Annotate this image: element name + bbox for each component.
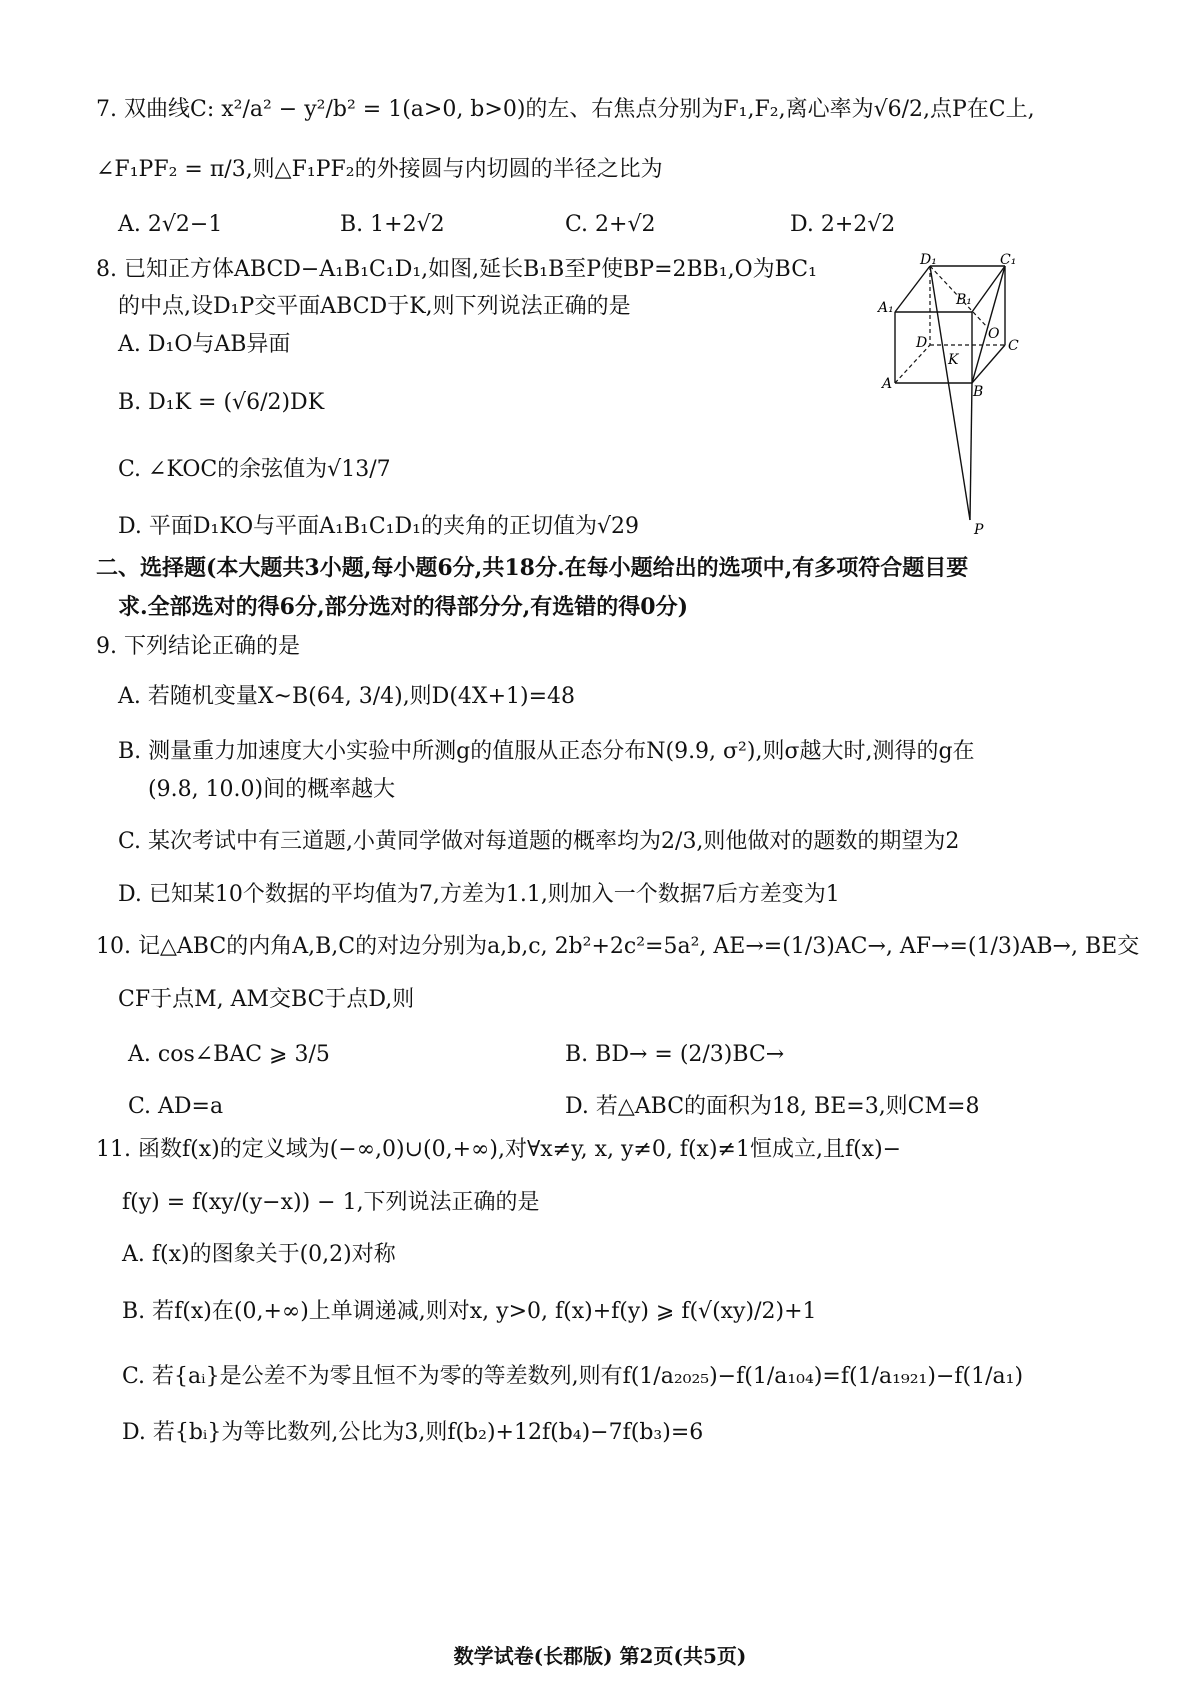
q11-stem-line1: 11. 函数f(x)的定义域为(−∞,0)∪(0,+∞),对∀x≠y, x, y≠0, f(x)≠1恒成立,且f(x)− xyxy=(96,1137,902,1162)
q11-option-a: A. f(x)的图象关于(0,2)对称 xyxy=(122,1242,396,1267)
q9-option-d: D. 已知某10个数据的平均值为7,方差为1.1,则加入一个数据7后方差变为1 xyxy=(118,882,840,907)
q9-option-b-continued: (9.8, 10.0)间的概率越大 xyxy=(148,777,396,802)
q7-stem-line1: 7. 双曲线C: x²/a² − y²/b² = 1(a>0, b>0)的左、右焦点分别为F₁,F₂,离心率为√6/2,点P在C上, xyxy=(96,97,1035,122)
q7-option-c: C. 2+√2 xyxy=(565,212,656,237)
q9-option-b: B. 测量重力加速度大小实验中所测g的值服从正态分布N(9.9, σ²),则σ越大时,测得的g在 xyxy=(118,739,975,764)
q11-option-c: C. 若{aᵢ}是公差不为零且恒不为零的等差数列,则有f(1/a₂₀₂₅)−f(1/a₁₀₄)=f(1/a₁₉₂₁)−f(1/a₁) xyxy=(122,1364,1024,1389)
q10-option-c: C. AD=a xyxy=(128,1094,224,1119)
q8-stem-line1: 8. 已知正方体ABCD−A₁B₁C₁D₁,如图,延长B₁B至P使BP=2BB₁,O为BC₁ xyxy=(96,257,817,282)
q10-option-a: A. cos∠BAC ⩾ 3/5 xyxy=(128,1042,330,1067)
fig-label-a: A xyxy=(882,376,893,392)
q9-stem: 9. 下列结论正确的是 xyxy=(96,634,300,659)
q7-stem-line2: ∠F₁PF₂ = π/3,则△F₁PF₂的外接圆与内切圆的半径之比为 xyxy=(96,157,663,182)
q11-option-b: B. 若f(x)在(0,+∞)上单调递减,则对x, y>0, f(x)+f(y) ⩾ f(√(xy)/2)+1 xyxy=(122,1299,817,1324)
page-footer: 数学试卷(长郡版) 第2页(共5页) xyxy=(453,1644,747,1668)
fig-label-p: P xyxy=(974,522,984,538)
fig-label-d1: D₁ xyxy=(920,252,937,268)
q11-option-d: D. 若{bᵢ}为等比数列,公比为3,则f(b₂)+12f(b₄)−7f(b₃)=6 xyxy=(122,1420,704,1445)
q7-option-a: A. 2√2−1 xyxy=(118,212,223,237)
q7-option-b: B. 1+2√2 xyxy=(340,212,445,237)
q8-option-d: D. 平面D₁KO与平面A₁B₁C₁D₁的夹角的正切值为√29 xyxy=(118,514,639,539)
cube-figure xyxy=(870,250,1030,540)
fig-label-b1: B₁ xyxy=(956,292,972,308)
fig-label-a1: A₁ xyxy=(878,300,894,316)
fig-label-c1: C₁ xyxy=(1000,252,1017,268)
fig-label-d: D xyxy=(916,335,928,351)
q8-stem-line2: 的中点,设D₁P交平面ABCD于K,则下列说法正确的是 xyxy=(118,294,631,319)
q10-option-d: D. 若△ABC的面积为18, BE=3,则CM=8 xyxy=(565,1094,980,1119)
q8-option-a: A. D₁O与AB异面 xyxy=(118,332,291,357)
q10-stem-line1: 10. 记△ABC的内角A,B,C的对边分别为a,b,c, 2b²+2c²=5a², AE→=(1/3)AC→, AF→=(1/3)AB→, BE交 xyxy=(96,934,1140,959)
section2-heading-line1: 二、选择题(本大题共3小题,每小题6分,共18分.在每小题给出的选项中,有多项符合题目要 xyxy=(96,555,969,581)
fig-label-o: O xyxy=(988,326,1000,342)
fig-label-k: K xyxy=(948,352,959,368)
q9-option-a: A. 若随机变量X~B(64, 3/4),则D(4X+1)=48 xyxy=(118,684,576,709)
q8-option-c: C. ∠KOC的余弦值为√13/7 xyxy=(118,457,391,482)
q8-option-b: B. D₁K = (√6/2)DK xyxy=(118,390,325,415)
q10-option-b: B. BD→ = (2/3)BC→ xyxy=(565,1042,785,1067)
q11-stem-line2: f(y) = f(xy/(y−x)) − 1,下列说法正确的是 xyxy=(122,1190,540,1215)
fig-label-c: C xyxy=(1008,338,1019,354)
q9-option-c: C. 某次考试中有三道题,小黄同学做对每道题的概率均为2/3,则他做对的题数的期望为2 xyxy=(118,829,960,854)
q7-option-d: D. 2+2√2 xyxy=(790,212,896,237)
q10-stem-line2: CF于点M, AM交BC于点D,则 xyxy=(118,987,415,1012)
fig-label-b: B xyxy=(973,384,984,400)
section2-heading-line2: 求.全部选对的得6分,部分选对的得部分分,有选错的得0分) xyxy=(118,594,689,620)
